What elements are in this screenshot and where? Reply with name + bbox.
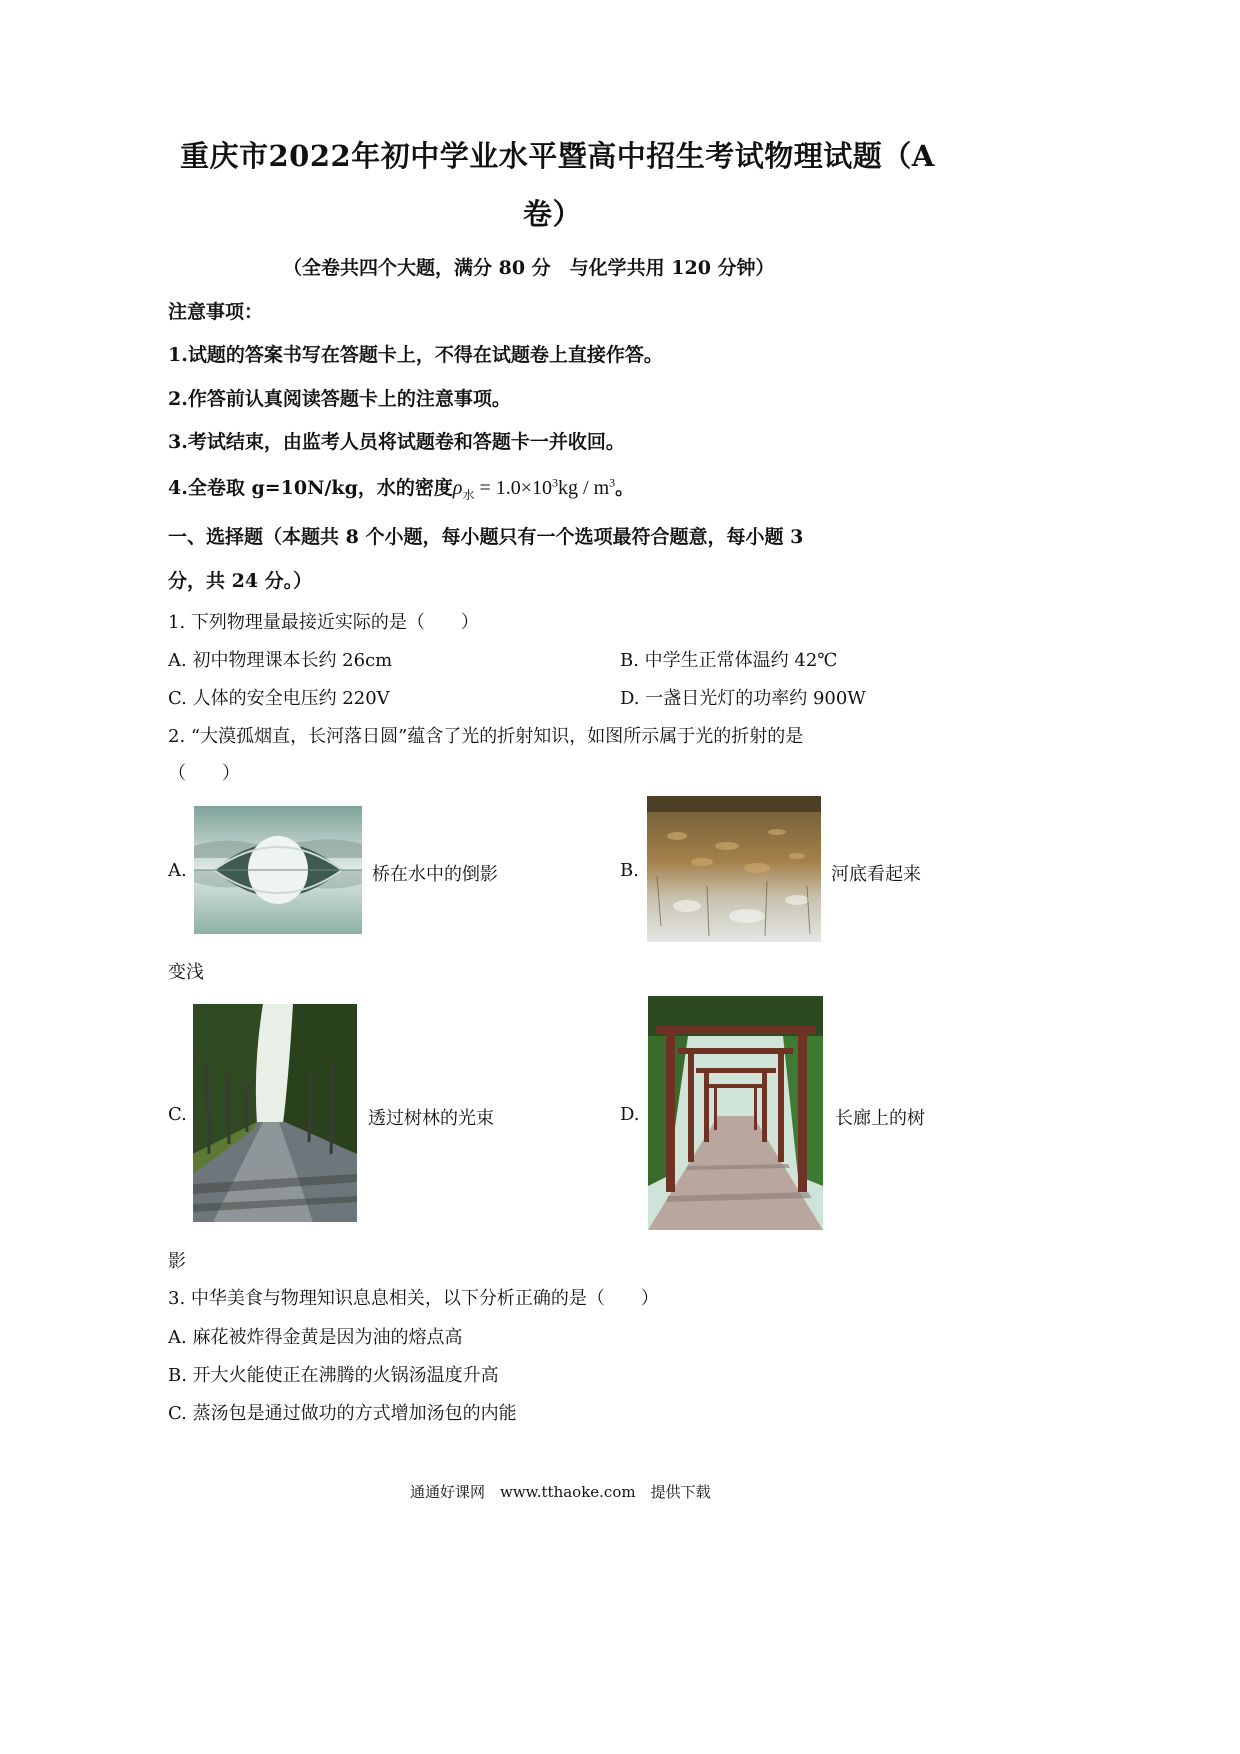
page-title-line1: 重庆市2022年初中学业水平暨高中招生考试物理试题（A	[180, 139, 935, 173]
notice-item-1: 1.试题的答案书写在答题卡上，不得在试题卷上直接作答。	[168, 344, 663, 366]
density-unit-exponent: 3	[609, 475, 616, 490]
riverbed-photo	[647, 796, 821, 942]
notice-item-3: 3.考试结束，由监考人员将试题卷和答题卡一并收回。	[168, 431, 625, 453]
section-heading-line1: 一、选择题（本题共 8 个小题，每小题只有一个选项最符合题意，每小题 3	[168, 526, 804, 548]
density-symbol: ρ	[452, 477, 463, 499]
page-title-line2: 卷）	[523, 197, 583, 231]
q2-option-c-letter: C.	[168, 1104, 187, 1125]
q1-option-a: A. 初中物理课本长约 26cm	[168, 650, 393, 671]
q2-option-d-caption: 长廊上的树	[835, 1108, 925, 1129]
q1-option-b: B. 中学生正常体温约 42℃	[620, 650, 838, 671]
density-exponent: 3	[552, 475, 559, 490]
section-heading-line2: 分，共 24 分。）	[168, 570, 313, 592]
q1-option-c: C. 人体的安全电压约 220V	[168, 688, 390, 709]
tree-road-photo	[193, 1004, 357, 1222]
q1-option-d: D. 一盏日光灯的功率约 900W	[620, 688, 866, 709]
density-tail: 。	[615, 477, 635, 499]
density-subscript: 水	[462, 488, 475, 502]
q1-stem: 1. 下列物理量最接近实际的是（ ）	[168, 612, 479, 633]
density-formula	[452, 475, 616, 502]
q2-option-b-caption: 河底看起来	[831, 864, 921, 885]
density-value: = 1.0×10	[479, 477, 553, 499]
exam-subtitle: （全卷共四个大题，满分 80 分 与化学共用 120 分钟）	[283, 257, 775, 279]
q2-option-b-caption-wrap: 变浅	[168, 962, 204, 983]
q2-option-c-caption: 透过树林的光束	[368, 1108, 494, 1129]
notice-item-2: 2.作答前认真阅读答题卡上的注意事项。	[168, 388, 511, 410]
q2-stem: 2. “大漠孤烟直，长河落日圆”蕴含了光的折射知识，如图所示属于光的折射的是	[168, 726, 804, 747]
q2-option-a-caption: 桥在水中的倒影	[372, 864, 498, 885]
q2-option-d-letter: D.	[620, 1104, 640, 1125]
bridge-reflection-photo	[194, 806, 362, 934]
q2-option-d-caption-wrap: 影	[168, 1251, 186, 1272]
q3-stem: 3. 中华美食与物理知识息息相关，以下分析正确的是（ ）	[168, 1288, 659, 1309]
q2-option-b-letter: B.	[620, 860, 639, 881]
q3-option-a: A. 麻花被炸得金黄是因为油的熔点高	[168, 1327, 463, 1348]
page-footer: 通通好课网 www.tthaoke.com 提供下载	[410, 1483, 711, 1501]
notice-item-4	[168, 473, 634, 503]
q3-option-c: C. 蒸汤包是通过做功的方式增加汤包的内能	[168, 1403, 517, 1424]
q2-stem-paren: （ ）	[168, 763, 240, 784]
notice-heading: 注意事项：	[168, 301, 264, 323]
q3-option-b: B. 开大火能使正在沸腾的火锅汤温度升高	[168, 1365, 499, 1386]
corridor-photo	[648, 996, 823, 1230]
notice-item-4-text: 4.全卷取 g=10N/kg，水的密度	[168, 477, 453, 499]
q2-option-a-letter: A.	[168, 860, 187, 881]
density-unit: kg / m	[558, 477, 610, 499]
